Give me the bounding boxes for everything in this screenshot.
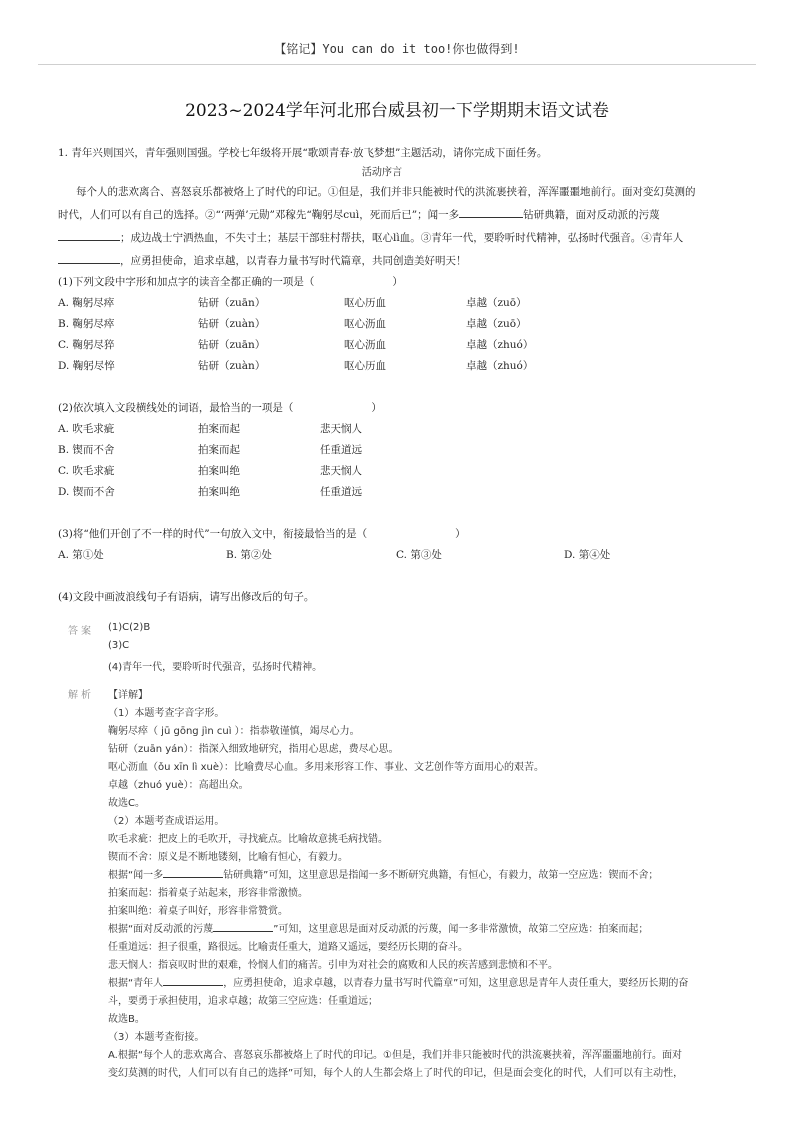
analysis-line: 悲天悯人：指哀叹时世的艰难，怜悯人们的痛苦。引申为对社会的腐败和人民的疾苦感到悲愤和不平。 xyxy=(108,960,558,971)
exam-title: 2023~2024学年河北邢台威县初一下学期期末语文试卷 xyxy=(185,101,609,121)
answer-label: 答案 xyxy=(68,626,94,637)
document-page: 【铭记】You can do it too!你也做得到! 2023~2024学年河北邢台威县初一下学期期末语文试卷 1. 青年兴则国兴，青年强则国强。学校七年级将开展“歌颂青春·放飞梦想”主题活动，请你完成下面任务。 活动序言 每个人的悲欢离合、喜怒哀乐都被烙上了时代的印记。①但是，我们并非只能被时代的洪流裹挟着，浑浑噩噩地前行。面对变幻莫测的 时代，人们可以有自己的选择。②“‘两弹’元勋”邓稼先“鞠躬尽cuì，死而后已”；闻一多 钻研典籍，面对反动派的污蔑 ；成边战士宁洒热血，不失寸土；基层干部驻村帮扶，呕心lì血。③青年一代，要聆听时代精神，弘扬时代强音。④青年人 ，应勇担使命，追求卓越，以青春力量书写时代篇章，共同创造美好明天！ (1)下列文段中字形和加点字的读音全都正确的一项是（ ） A. 鞠躬尽瘁 钻研（zuān） 呕心历血 卓越（zuō） B. 鞠躬尽瘁 钻研（zuàn） 呕心沥血 卓越（zuō） C. 鞠躬尽猝 钻研（zuān） 呕心沥血 卓越（zhuó） D. 鞠躬尽悴 钻研（zuàn） 呕心历血 卓越（zhuó） (2)依次填入文段横线处的词语，最恰当的一项是（ ） A. 吹毛求疵 拍案而起 悲天悯人 B. 锲而不舍 拍案而起 任重道远 C. 吹毛求疵 拍案叫绝 悲天悯人 D. 锲而不舍 拍案叫绝 任重道远 (3)将“他们开创了不一样的时代”一句放入文中，衔接最恰当的是（ ） A. 第①处 B. 第②处 C. 第③处 D. 第④处 (4)文段中画波浪线句子有语病，请写出修改后的句子。 答案 (1)C(2)B (3)C (4)青年一代，要聆听时代强音，弘扬时代精神。 解析 【详解】 （1）本题考查字音字形。 鞠躬尽瘁（ jū gōng jìn cuì ）：指恭敬谨慎，竭尽心力。 钻研（zuān yán）：指深入细致地研究，指用心思虑，费尽心思。 呕心沥血（ǒu xīn lì xuè）：比喻费尽心血。多用来形容工作、事业、文艺创作等方面用心的艰苦。 卓越（zhuó yuè）：高超出众。 故选C。 （2）本题考查成语运用。 吹毛求疵：把皮上的毛吹开，寻找疵点。比喻故意挑毛病找错。 锲而不舍：原义是不断地镂刻，比喻有恒心，有毅力。 根据“闻一多 钻研典籍”可知，这里意思是指闻一多不断研究典籍，有恒心，有毅力，故第一空应选：锲而不舍； 拍案而起：指着桌子站起来，形容非常激愤。 拍案叫绝：着桌子叫好，形容非常赞赏。 根据“面对反动派的污蔑 ”可知，这里意思是面对反动派的污蔑，闻一多非常激愤，故第二空应选：拍案而起； 任重道远：担子很重，路很远。比喻责任重大，道路又遥远，要经历长期的奋斗。 悲天悯人：指哀叹时世的艰难，怜悯人们的痛苦。引申为对社会的腐败和人民的疾苦感到悲愤和不平。 根据“青年人 ，应勇担使命，追求卓越，以青春力量书写时代篇章”可知，这里意思是青年人责任重大，要经历长期的奋 斗，要勇于承担使用，追求卓越；故第三空应选：任重道远； 故选B。 （3）本题考查衔接。 A.根据“每个人的悲欢离合、喜怒哀乐都被烙上了时代的印记。①但是，我们并非只能被时代的洪流裹挟着，浑浑噩噩地前行。面对 变幻莫测的时代，人们可以有自己的选择”可知，每个人的人生都会烙上了时代的印记，但是面会变化的时代，人们可以有主动性， xyxy=(0,0,794,1124)
analysis-line: 根据“青年人 ，应勇担使命，追求卓越，以青春力量书写时代篇章”可知，这里意思是青年人责任重大，要经历长期的奋 xyxy=(108,978,689,989)
analysis-label: 解析 xyxy=(68,690,94,701)
passage-line-3: ；成边战士宁洒热血，不失寸土；基层干部驻村帮扶，呕心lì血。③青年一代，要聆听时代精神，弘扬时代强音。④青年人 xyxy=(58,230,683,245)
analysis-line: 锲而不舍：原义是不断地镂刻，比喻有恒心，有毅力。 xyxy=(108,852,348,863)
analysis-line: 故选C。 xyxy=(108,798,145,809)
analysis-line: A.根据“每个人的悲欢离合、喜怒哀乐都被烙上了时代的印记。①但是，我们并非只能被时代的洪流裹挟着，浑浑噩噩地前行。面对 xyxy=(108,1050,682,1061)
analysis-line: 根据“面对反动派的污蔑 ”可知，这里意思是面对反动派的污蔑，闻一多非常激愤，故第二空应选：拍案而起； xyxy=(108,924,649,935)
analysis-line: 吹毛求疵：把皮上的毛吹开，寻找疵点。比喻故意挑毛病找错。 xyxy=(108,834,388,845)
header-divider xyxy=(38,64,756,65)
answer-line: (4)青年一代，要聆听时代强音，弘扬时代精神。 xyxy=(108,662,323,673)
blank-1 xyxy=(459,207,523,218)
analysis-line: （2）本题考查成语运用。 xyxy=(108,816,225,827)
analysis-line: 故选B。 xyxy=(108,1014,145,1025)
blank-2 xyxy=(58,230,120,241)
sub-question-1: (1)下列文段中字形和加点字的读音全都正确的一项是（ ） xyxy=(58,276,403,288)
analysis-line: 拍案叫绝：着桌子叫好，形容非常赞赏。 xyxy=(108,906,288,917)
analysis-line: 任重道远：担子很重，路很远。比喻责任重大，道路又遥远，要经历长期的奋斗。 xyxy=(108,942,468,953)
analysis-line: 呕心沥血（ǒu xīn lì xuè）：比喻费尽心血。多用来形容工作、事业、文艺创作等方面用心的艰苦。 xyxy=(108,762,544,773)
analysis-line: 拍案而起：指着桌子站起来，形容非常激愤。 xyxy=(108,888,308,899)
passage-line-1: 每个人的悲欢离合、喜怒哀乐都被烙上了时代的印记。①但是，我们并非只能被时代的洪流裹挟着，浑浑噩噩地前行。面对变幻莫测的 xyxy=(76,186,696,198)
question-1-stem: 1. 青年兴则国兴，青年强则国强。学校七年级将开展“歌颂青春·放飞梦想”主题活动，请你完成下面任务。 xyxy=(58,147,548,159)
analysis-line: 【详解】 xyxy=(108,690,148,701)
page-header: 【铭记】You can do it too!你也做得到! xyxy=(274,42,520,56)
analysis-line: （3）本题考查衔接。 xyxy=(108,1032,205,1043)
analysis-line: 斗，要勇于承担使用，追求卓越；故第三空应选：任重道远； xyxy=(108,996,378,1007)
section-title: 活动序言 xyxy=(361,166,403,178)
analysis-line: 根据“闻一多 钻研典籍”可知，这里意思是指闻一多不断研究典籍，有恒心，有毅力，故第一空应选：锲而不舍； xyxy=(108,870,659,881)
passage-line-2: 时代，人们可以有自己的选择。②“‘两弹’元勋”邓稼先“鞠躬尽cuì，死而后已”；闻一多 钻研典籍，面对反动派的污蔑 xyxy=(58,209,660,221)
sub-question-2: (2)依次填入文段横线处的词语，最恰当的一项是（ ） xyxy=(58,402,382,414)
answer-line: (3)C xyxy=(108,640,130,651)
passage-line-4: ，应勇担使命，追求卓越，以青春力量书写时代篇章，共同创造美好明天！ xyxy=(58,253,467,268)
analysis-line: 鞠躬尽瘁（ jū gōng jìn cuì ）：指恭敬谨慎，竭尽心力。 xyxy=(108,726,360,737)
analysis-line: 卓越（zhuó yuè）：高超出众。 xyxy=(108,780,249,791)
analysis-line: 钻研（zuān yán）：指深入细致地研究，指用心思虑，费尽心思。 xyxy=(108,744,399,755)
sub-question-4: (4)文段中画波浪线句子有语病，请写出修改后的句子。 xyxy=(58,591,315,603)
analysis-line: 变幻莫测的时代，人们可以有自己的选择”可知，每个人的人生都会烙上了时代的印记，但是面会变化的时代，人们可以有主动性， xyxy=(108,1068,684,1079)
answer-line: (1)C(2)B xyxy=(108,622,151,633)
sub-question-3: (3)将“他们开创了不一样的时代”一句放入文中，衔接最恰当的是（ ） xyxy=(58,528,466,540)
blank-3 xyxy=(58,253,120,264)
analysis-line: （1）本题考查字音字形。 xyxy=(108,708,225,719)
